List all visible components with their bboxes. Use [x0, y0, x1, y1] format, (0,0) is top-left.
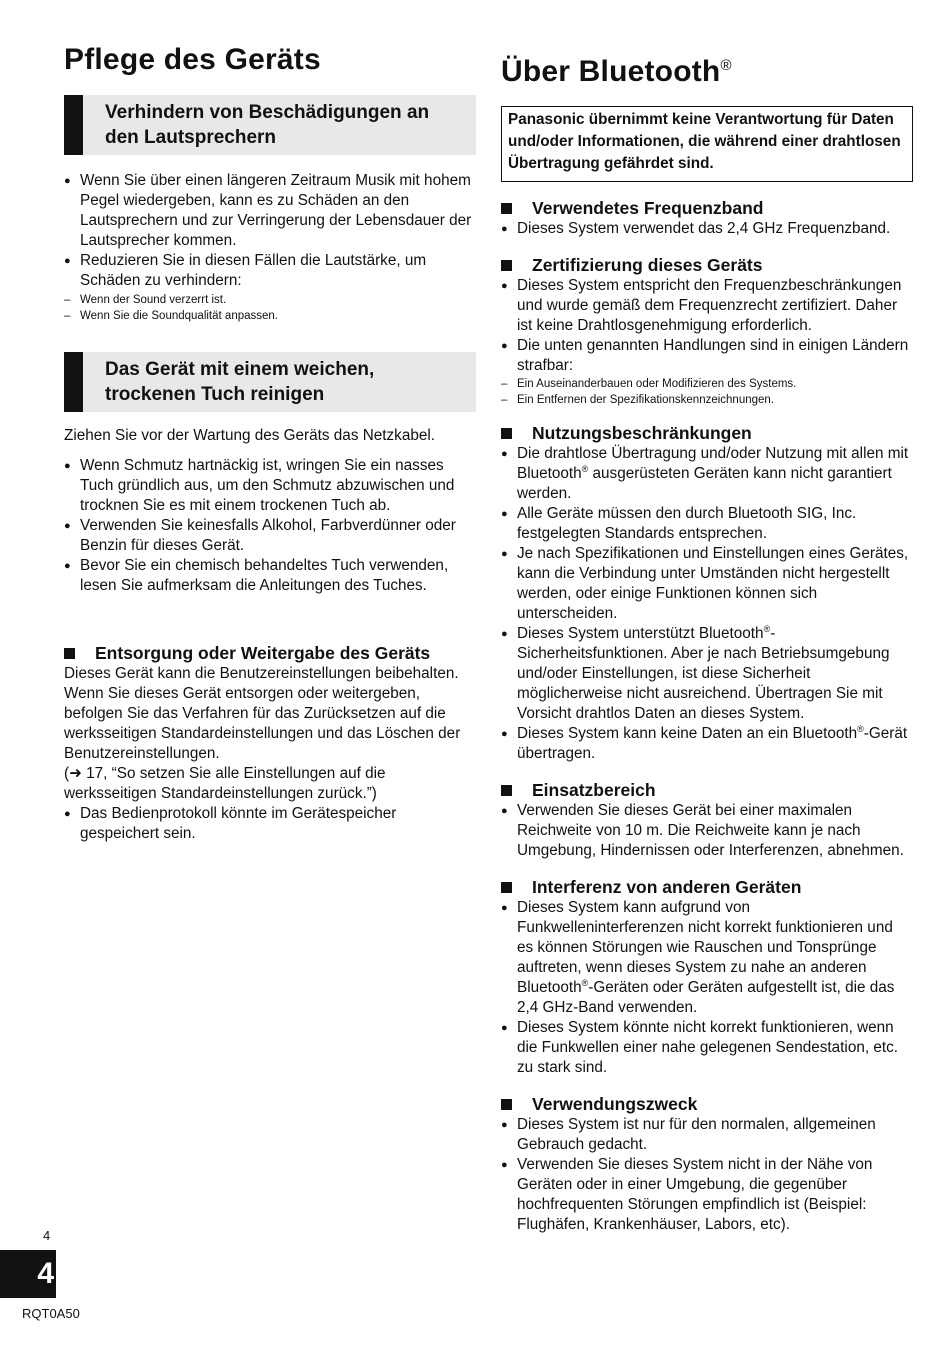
- disclaimer-box: Panasonic übernimmt keine Verantwortung für Daten und/oder Informationen, die während einer drahtlosen Übertragung gefährdet sind.: [501, 106, 913, 182]
- section-header-frequency: [501, 197, 913, 219]
- list-item: ● Dieses System entspricht den Frequenzbeschränkungen und wurde gemäß dem Frequenzrecht zertifiziert. Daher ist keine Drahtlosgenehmigung erforderlich.: [501, 276, 913, 336]
- list-item: ● Dieses System kann keine Daten an ein Bluetooth®-Gerät übertragen.: [501, 724, 913, 764]
- square-bullet-icon: [501, 785, 512, 796]
- registered-mark: ®: [581, 977, 589, 988]
- dash-list: [64, 292, 476, 324]
- list-item: ● Bevor Sie ein chemisch behandeltes Tuch verwenden, lesen Sie aufmerksam die Anleitungen des Tuches.: [64, 556, 476, 596]
- section-header-speaker-damage: [64, 95, 476, 155]
- square-bullet-icon: [501, 260, 512, 271]
- section-header-purpose: [501, 1093, 913, 1115]
- cleaning-intro: Ziehen Sie vor der Wartung des Geräts das Netzkabel.: [64, 427, 435, 444]
- list-item: – Wenn Sie die Soundqualität anpassen.: [64, 308, 476, 324]
- bullet-list: [501, 801, 913, 861]
- section-title: Verwendungszweck: [532, 1094, 698, 1114]
- page-number-tab: 4: [0, 1250, 56, 1298]
- list-item: ● Die drahtlose Übertragung und/oder Nutzung mit allen mit Bluetooth® ausgerüsteten Geräten kann nicht garantiert werden.: [501, 444, 913, 504]
- section-title: Zertifizierung dieses Geräts: [532, 255, 763, 275]
- section-bar: [64, 352, 83, 412]
- registered-mark: ®: [720, 57, 732, 74]
- page-number-small: 4: [43, 1228, 51, 1243]
- bullet-list: [64, 456, 476, 596]
- list-item: ● Dieses System kann aufgrund von Funkwelleninterferenzen nicht korrekt funktionieren und es können Störungen wie Rauschen und Tonsprünge auftreten, wenn dieses System zu nahe an anderen Bluetooth®-Geräten oder Geräten aufgestellt ist, die das 2,4 GHz-Band verwenden.: [501, 898, 913, 1018]
- square-bullet-icon: [501, 428, 512, 439]
- bullet-list: [501, 219, 913, 239]
- section-bar: [64, 95, 83, 155]
- square-bullet-icon: [501, 1099, 512, 1110]
- section-title-line: Das Gerät mit einem weichen,: [105, 359, 375, 380]
- list-item: ● Die unten genannten Handlungen sind in einigen Ländern strafbar:: [501, 336, 913, 376]
- list-item: ● Reduzieren Sie in diesen Fällen die Lautstärke, um Schäden zu verhindern:: [64, 251, 476, 291]
- list-item: ● Dieses System unterstützt Bluetooth®-Sicherheitsfunktionen. Aber je nach Betriebsumgebung und/oder Einstellungen, ist diese Sicherheit möglicherweise nicht ausreichend. Übertragen Sie mit Vorsicht drahtlos Daten an dieses System.: [501, 624, 913, 724]
- list-item: ● Verwenden Sie dieses System nicht in der Nähe von Geräten oder in einer Umgebung, die gegenüber hochfrequenten Störungen empfindlich ist (Beispiel: Flughäfen, Krankenhäuser, Labors, etc).: [501, 1155, 913, 1235]
- bullet-list: [64, 171, 476, 291]
- registered-mark: ®: [857, 723, 864, 734]
- list-item: ● Dieses System verwendet das 2,4 GHz Frequenzband.: [501, 219, 913, 239]
- list-item: ● Verwenden Sie keinesfalls Alkohol, Farbverdünner oder Benzin für dieses Gerät.: [64, 516, 476, 556]
- list-item: ● Das Bedienprotokoll könnte im Gerätespeicher gespeichert sein.: [64, 804, 476, 844]
- bullet-list: [501, 276, 913, 376]
- section-header-interference: [501, 876, 913, 898]
- section-title: Entsorgung oder Weitergabe des Geräts: [95, 643, 431, 663]
- list-item: – Ein Entfernen der Spezifikationskennzeichnungen.: [501, 392, 913, 408]
- disposal-text: Dieses Gerät kann die Benutzereinstellungen beibehalten. Wenn Sie dieses Gerät entsorgen oder weitergeben, befolgen Sie das Verfahren für das Zurücksetzen auf die werksseitigen Standardeinstellungen und das Löschen der Benutzereinstellungen.: [64, 665, 461, 762]
- section-header-cleaning: [64, 352, 476, 412]
- document-code: RQT0A50: [22, 1306, 80, 1321]
- square-bullet-icon: [501, 203, 512, 214]
- section-header-usage-restrictions: [501, 422, 913, 444]
- bullet-list: [501, 1115, 913, 1235]
- bullet-list: [64, 804, 476, 844]
- section-header-disposal: [64, 642, 476, 664]
- square-bullet-icon: [64, 648, 75, 659]
- section-title: Nutzungsbeschränkungen: [532, 423, 752, 443]
- section-title-line: trockenen Tuch reinigen: [105, 384, 325, 405]
- registered-mark: ®: [581, 463, 589, 474]
- section-header-certification: [501, 254, 913, 276]
- list-item: ● Je nach Spezifikationen und Einstellungen eines Gerätes, kann die Verbindung unter Umständen nicht hergestellt werden, oder einige Funktionen können sich unterscheiden.: [501, 544, 913, 624]
- list-item: ● Wenn Schmutz hartnäckig ist, wringen Sie ein nasses Tuch gründlich aus, um den Schmutz abzuwischen und trocknen Sie es mit einem trockenen Tuch ab.: [64, 456, 476, 516]
- list-item: ● Alle Geräte müssen den durch Bluetooth SIG, Inc. festgelegten Standards entsprechen.: [501, 504, 913, 544]
- list-item: ● Dieses System ist nur für den normalen, allgemeinen Gebrauch gedacht.: [501, 1115, 913, 1155]
- section-title: Verwendetes Frequenzband: [532, 198, 764, 218]
- list-item: ● Wenn Sie über einen längeren Zeitraum Musik mit hohem Pegel wiedergeben, kann es zu Schäden an den Lautsprechern und zur Verringerung der Lebensdauer der Lautsprecher kommen.: [64, 171, 476, 251]
- list-item: – Wenn der Sound verzerrt ist.: [64, 292, 476, 308]
- section-title-line: Verhindern von Beschädigungen an: [105, 102, 430, 123]
- section-header-range: [501, 779, 913, 801]
- registered-mark: ®: [763, 623, 771, 634]
- section-title-line: den Lautsprechern: [105, 127, 277, 148]
- list-item: ● Verwenden Sie dieses Gerät bei einer maximalen Reichweite von 10 m. Die Reichweite kann je nach Umgebung, Hindernissen oder Interferenzen, abnehmen.: [501, 801, 913, 861]
- dash-list: [501, 376, 913, 408]
- right-column: [501, 40, 913, 1235]
- page-title-bluetooth: Über Bluetooth®: [501, 55, 732, 88]
- list-item: – Ein Auseinanderbauen oder Modifizieren des Systems.: [501, 376, 913, 392]
- list-item: ● Dieses System könnte nicht korrekt funktionieren, wenn die Funkwellen einer nahe gelegenen Sendestation, etc. zu stark sind.: [501, 1018, 913, 1078]
- section-title: Interferenz von anderen Geräten: [532, 877, 802, 897]
- section-title: Einsatzbereich: [532, 780, 656, 800]
- page-title-care: Pflege des Geräts: [64, 43, 321, 76]
- square-bullet-icon: [501, 882, 512, 893]
- bullet-list: [501, 898, 913, 1078]
- bullet-list: [501, 444, 913, 764]
- disposal-reference: (➜ 17, “So setzen Sie alle Einstellungen auf die werksseitigen Standardeinstellungen zurück.”): [64, 765, 386, 802]
- left-column: [64, 40, 476, 844]
